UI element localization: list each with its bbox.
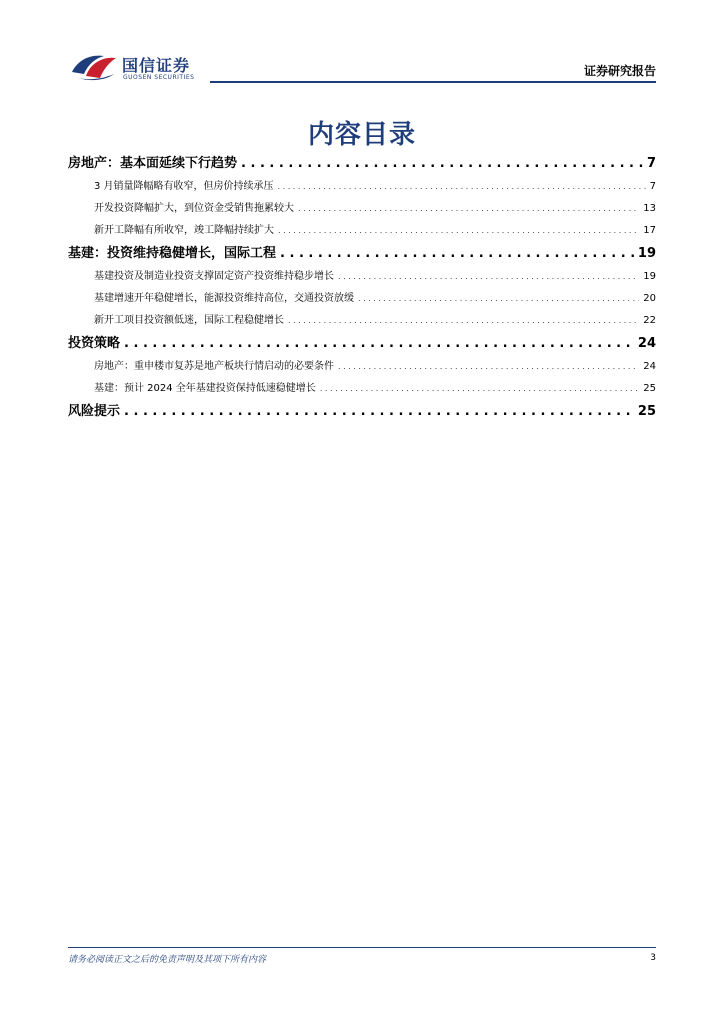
toc-leader-dots — [124, 400, 634, 424]
toc-entry-section[interactable] — [68, 152, 656, 176]
toc-entry-page: 20 — [643, 293, 656, 304]
toc-entry-page: 7 — [646, 156, 656, 171]
toc-entry-page: 13 — [643, 203, 656, 214]
page-header — [70, 48, 656, 84]
toc-entry-section[interactable] — [68, 242, 656, 266]
toc-entry-section[interactable] — [68, 332, 656, 356]
toc-entry-section[interactable] — [68, 400, 656, 424]
toc-entry-subsection[interactable] — [68, 198, 656, 220]
toc-leader-dots — [124, 332, 634, 356]
toc-entry-page: 19 — [637, 246, 656, 261]
toc-entry-title: 开发投资降幅扩大，到位资金受销售拖累较大 — [94, 203, 294, 214]
toc-leader-dots — [288, 310, 639, 332]
toc-leader-dots — [338, 356, 639, 378]
toc-entry-title: 新开工降幅有所收窄，竣工降幅持续扩大 — [94, 225, 274, 236]
footer-disclaimer: 请务必阅读正文之后的免责声明及其项下所有内容 — [68, 955, 267, 965]
toc-entry-title: 新开工项目投资额低迷，国际工程稳健增长 — [94, 315, 284, 326]
toc-entry-subsection[interactable] — [68, 378, 656, 400]
brand-logo — [70, 50, 270, 82]
toc-entry-page: 25 — [643, 383, 656, 394]
report-type-label: 证券研究报告 — [583, 64, 656, 78]
toc-entry-page: 22 — [643, 315, 656, 326]
toc-entry-page: 25 — [637, 404, 656, 419]
table-of-contents — [68, 152, 656, 424]
toc-entry-page: 19 — [643, 271, 656, 282]
toc-entry-subsection[interactable] — [68, 310, 656, 332]
toc-entry-subsection[interactable] — [68, 356, 656, 378]
brand-name-cn: 国信证券 — [122, 56, 191, 75]
toc-leader-dots — [298, 198, 639, 220]
toc-leader-dots — [280, 242, 634, 266]
toc-entry-subsection[interactable] — [68, 288, 656, 310]
toc-leader-dots — [338, 266, 639, 288]
footer-divider — [68, 947, 656, 948]
toc-leader-dots — [278, 176, 646, 198]
toc-entry-page: 17 — [643, 225, 656, 236]
page-number: 3 — [650, 953, 656, 963]
toc-entry-title: 房地产：基本面延续下行趋势 — [68, 156, 238, 171]
toc-entry-page: 24 — [643, 361, 656, 372]
header-divider — [210, 81, 656, 83]
toc-entry-title: 基建：预计 2024 全年基建投资保持低速稳健增长 — [94, 383, 316, 394]
toc-entry-title: 基建投资及制造业投资支撑固定资产投资维持稳步增长 — [94, 271, 334, 282]
toc-entry-title: 投资策略 — [68, 336, 121, 351]
toc-leader-dots — [320, 378, 639, 400]
guosen-logo-icon — [70, 50, 120, 82]
toc-entry-subsection[interactable] — [68, 176, 656, 198]
toc-entry-title: 房地产：重申楼市复苏是地产板块行情启动的必要条件 — [94, 361, 334, 372]
toc-entry-title: 风险提示 — [68, 404, 121, 419]
brand-name-en: GUOSEN SECURITIES — [123, 74, 195, 81]
toc-entry-title: 基建增速开年稳健增长，能源投资维持高位，交通投资放缓 — [94, 293, 354, 304]
toc-entry-subsection[interactable] — [68, 220, 656, 242]
toc-entry-page: 7 — [649, 181, 656, 192]
toc-title: 内容目录 — [307, 120, 416, 150]
toc-entry-title: 基建：投资维持稳健增长，国际工程 — [68, 246, 277, 261]
toc-entry-title: 3 月销量降幅略有收窄，但房价持续承压 — [94, 181, 274, 192]
toc-leader-dots — [241, 152, 643, 176]
toc-entry-subsection[interactable] — [68, 266, 656, 288]
toc-leader-dots — [278, 220, 639, 242]
toc-entry-page: 24 — [637, 336, 656, 351]
toc-leader-dots — [358, 288, 639, 310]
